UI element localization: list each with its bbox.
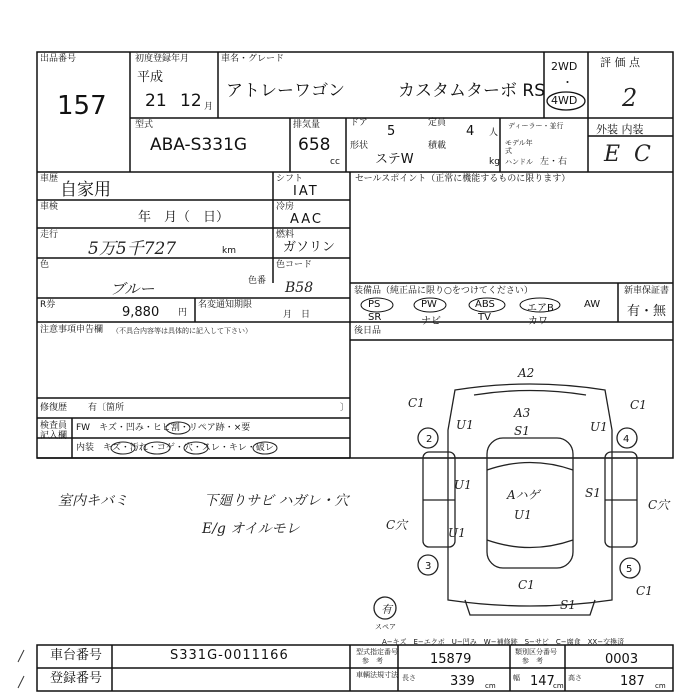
equip-pw: PW xyxy=(421,299,437,310)
capacity-label: 定員 xyxy=(428,118,447,128)
mark-roof-2: U1 xyxy=(514,508,532,522)
mark-hood-2: S1 xyxy=(514,424,530,438)
height-label: 高さ xyxy=(568,674,582,682)
repair-close: 〕 xyxy=(340,403,350,413)
mark-left-door: U1 xyxy=(454,478,472,492)
fuel-value: ガソリン xyxy=(283,240,336,255)
mark-rear-right: S1 xyxy=(560,598,576,612)
equip-aw: AW xyxy=(584,299,601,310)
length-label: 長さ xyxy=(402,674,416,682)
color-no-value: B58 xyxy=(285,280,314,296)
drive-4wd: 4WD xyxy=(551,94,578,107)
notes-label: 注意事項申告欄 xyxy=(40,325,104,335)
height-value: 187 xyxy=(620,674,645,689)
equip-sr: SR xyxy=(368,312,382,323)
load-label: 積載 xyxy=(428,141,447,151)
body: ステW xyxy=(375,152,414,167)
length-value: 339 xyxy=(450,674,475,689)
reg-month: 12 xyxy=(180,91,202,111)
fuel-label: 燃料 xyxy=(276,230,295,240)
capacity: 4 xyxy=(466,124,475,139)
rear-items-label: 後日品 xyxy=(354,326,382,336)
inspection-value: 年 月（ 日） xyxy=(138,210,230,225)
grade: カスタムターボ RS xyxy=(398,81,546,101)
chassis-value: S331G-0011166 xyxy=(170,648,289,663)
displacement: 658 xyxy=(298,135,331,155)
width-label: 幅 xyxy=(513,674,520,682)
history-label: 車歴 xyxy=(40,174,59,184)
reg-year: 21 xyxy=(145,91,167,111)
doors-label: ドア xyxy=(350,118,368,128)
width-unit: cm xyxy=(553,682,564,690)
mileage-value: 5万5千727 xyxy=(88,239,177,259)
inspector-label: 検査員記入欄 xyxy=(40,421,68,441)
color-code-label: 色コード xyxy=(276,260,313,270)
width-value: 147 xyxy=(530,674,555,689)
recycle-unit: 円 xyxy=(178,308,188,318)
handwritten-note-3: E/g オイルモレ xyxy=(202,521,300,537)
model-code: ABA-S331G xyxy=(150,135,248,155)
model-year-label: モデル年式 xyxy=(505,139,533,155)
equip-tv: TV xyxy=(478,312,491,323)
equip-navi: ナビ xyxy=(421,316,441,327)
exterior-grade: E xyxy=(604,142,621,167)
mark-right-sill: C穴 xyxy=(648,498,670,512)
svg-text:2: 2 xyxy=(426,434,433,445)
mark-front-right-fender: U1 xyxy=(590,420,608,434)
type-no-label: 型式指定番号 xyxy=(356,648,398,656)
handle-options: 左・右 xyxy=(540,157,568,167)
class-no-sub: 参 考 xyxy=(522,657,543,665)
handwritten-note-2: 下廻りサビ ハガレ・穴 xyxy=(204,493,349,509)
reg-number-label: 登録番号 xyxy=(50,671,103,686)
inspection-label: 車検 xyxy=(40,202,59,212)
color-no-label: 色番 xyxy=(248,276,267,286)
lot-label: 出品番号 xyxy=(40,54,77,64)
drive-2wd: 2WD xyxy=(551,60,578,73)
mileage-label: 走行 xyxy=(40,230,59,240)
sales-points-label: セールスポイント（正常に機能するものに限ります） xyxy=(355,174,571,184)
recycle-value: 9,880 xyxy=(122,305,160,320)
model-code-label: 型式 xyxy=(135,120,154,130)
displacement-unit: cc xyxy=(330,157,340,167)
doors: 5 xyxy=(387,124,396,139)
spare-mark: 有 xyxy=(381,603,392,616)
mark-rear-gate: C1 xyxy=(518,578,535,592)
model-grade-label: 車名・グレード xyxy=(221,54,285,64)
inspector-row1: FW キズ・凹み・ヒビ割・リペア跡・×要 xyxy=(76,423,251,433)
displacement-label: 排気量 xyxy=(293,120,321,130)
mark-rear-right-corner: C1 xyxy=(636,584,653,598)
svg-text:4: 4 xyxy=(623,434,630,445)
name-change-value: 月 日 xyxy=(283,310,311,320)
mark-right-door: S1 xyxy=(585,486,601,500)
type-no-sub: 参 考 xyxy=(362,657,383,665)
class-no-value: 0003 xyxy=(605,652,639,667)
mark-front-bumper: A2 xyxy=(518,366,535,380)
body-label: 形状 xyxy=(350,141,369,151)
repair-value: 有〔箇所 xyxy=(88,403,125,413)
lot-number: 157 xyxy=(57,91,107,121)
history-value: 自家用 xyxy=(60,180,111,200)
notes-sub: （不具合内容等は具体的に記入して下さい） xyxy=(112,327,252,335)
load-unit: kg xyxy=(489,157,500,167)
warranty-value: 有・無 xyxy=(627,304,667,319)
mark-front-left-fender: U1 xyxy=(456,418,474,432)
chassis-label: 車台番号 xyxy=(50,648,103,663)
mark-hood: A3 xyxy=(514,406,531,420)
equip-ps: PS xyxy=(368,299,381,310)
interior-grade: C xyxy=(634,142,651,167)
ac-value: AAC xyxy=(290,212,323,227)
type-no-value: 15879 xyxy=(430,652,472,667)
equipment-label: 装備品（純正品に限り○をつけてください） xyxy=(354,286,533,296)
damage-legend: A−キズ E−エクボ U−凹み W−補修跡 S−サビ C−腐食 XX−交換済 xyxy=(382,638,625,646)
mark-left-rear-door: U1 xyxy=(448,526,466,540)
shift-value: IAT xyxy=(293,184,319,199)
mark-front-left-corner: C1 xyxy=(408,396,425,410)
ac-label: 冷房 xyxy=(276,202,295,212)
dealer-label: ディーラー・並行 xyxy=(508,122,564,130)
color-value: ブルー xyxy=(110,280,155,298)
ext-int-label: 外装 内装 xyxy=(596,123,644,136)
recycle-label: R券 xyxy=(40,300,56,310)
equip-airbag: エアB xyxy=(527,303,554,314)
spare-label: スペア xyxy=(375,623,396,631)
mark-left-sill: C穴 xyxy=(386,518,408,532)
shift-label: シフト xyxy=(276,174,304,184)
class-no-label: 類別区分番号 xyxy=(515,648,557,656)
name-change-label: 名変通知期限 xyxy=(198,300,253,310)
era: 平成 xyxy=(137,70,164,85)
month-unit: 月 xyxy=(204,102,214,112)
score-label: 評 価 点 xyxy=(600,56,640,69)
model-name: アトレーワゴン xyxy=(226,81,345,101)
capacity-unit: 人 xyxy=(489,128,499,138)
warranty-label: 新車保証書 xyxy=(624,286,670,296)
equip-leather: カワ xyxy=(528,316,548,327)
drive-dot: ・ xyxy=(562,76,573,89)
mark-front-right-corner: C1 xyxy=(630,398,647,412)
inspector-row2: 内装 キズ・汚れ・コゲ・穴・スレ・キレ・破レ xyxy=(76,443,274,453)
handle-label: ハンドル xyxy=(505,158,533,166)
svg-text:5: 5 xyxy=(626,564,633,575)
dims-label: 車輌法規寸法 xyxy=(356,671,398,679)
repair-label: 修復歴 xyxy=(40,403,68,413)
color-label: 色 xyxy=(40,260,50,270)
height-unit: cm xyxy=(655,682,666,690)
first-reg-label: 初度登録年月 xyxy=(135,54,190,64)
mark-roof: Aハゲ xyxy=(507,488,540,502)
equip-abs: ABS xyxy=(475,299,495,310)
mileage-unit: km xyxy=(222,246,236,256)
score: 2 xyxy=(622,84,638,112)
handwritten-note-1: 室内キバミ xyxy=(58,493,128,509)
svg-text:3: 3 xyxy=(425,561,432,572)
length-unit: cm xyxy=(485,682,496,690)
